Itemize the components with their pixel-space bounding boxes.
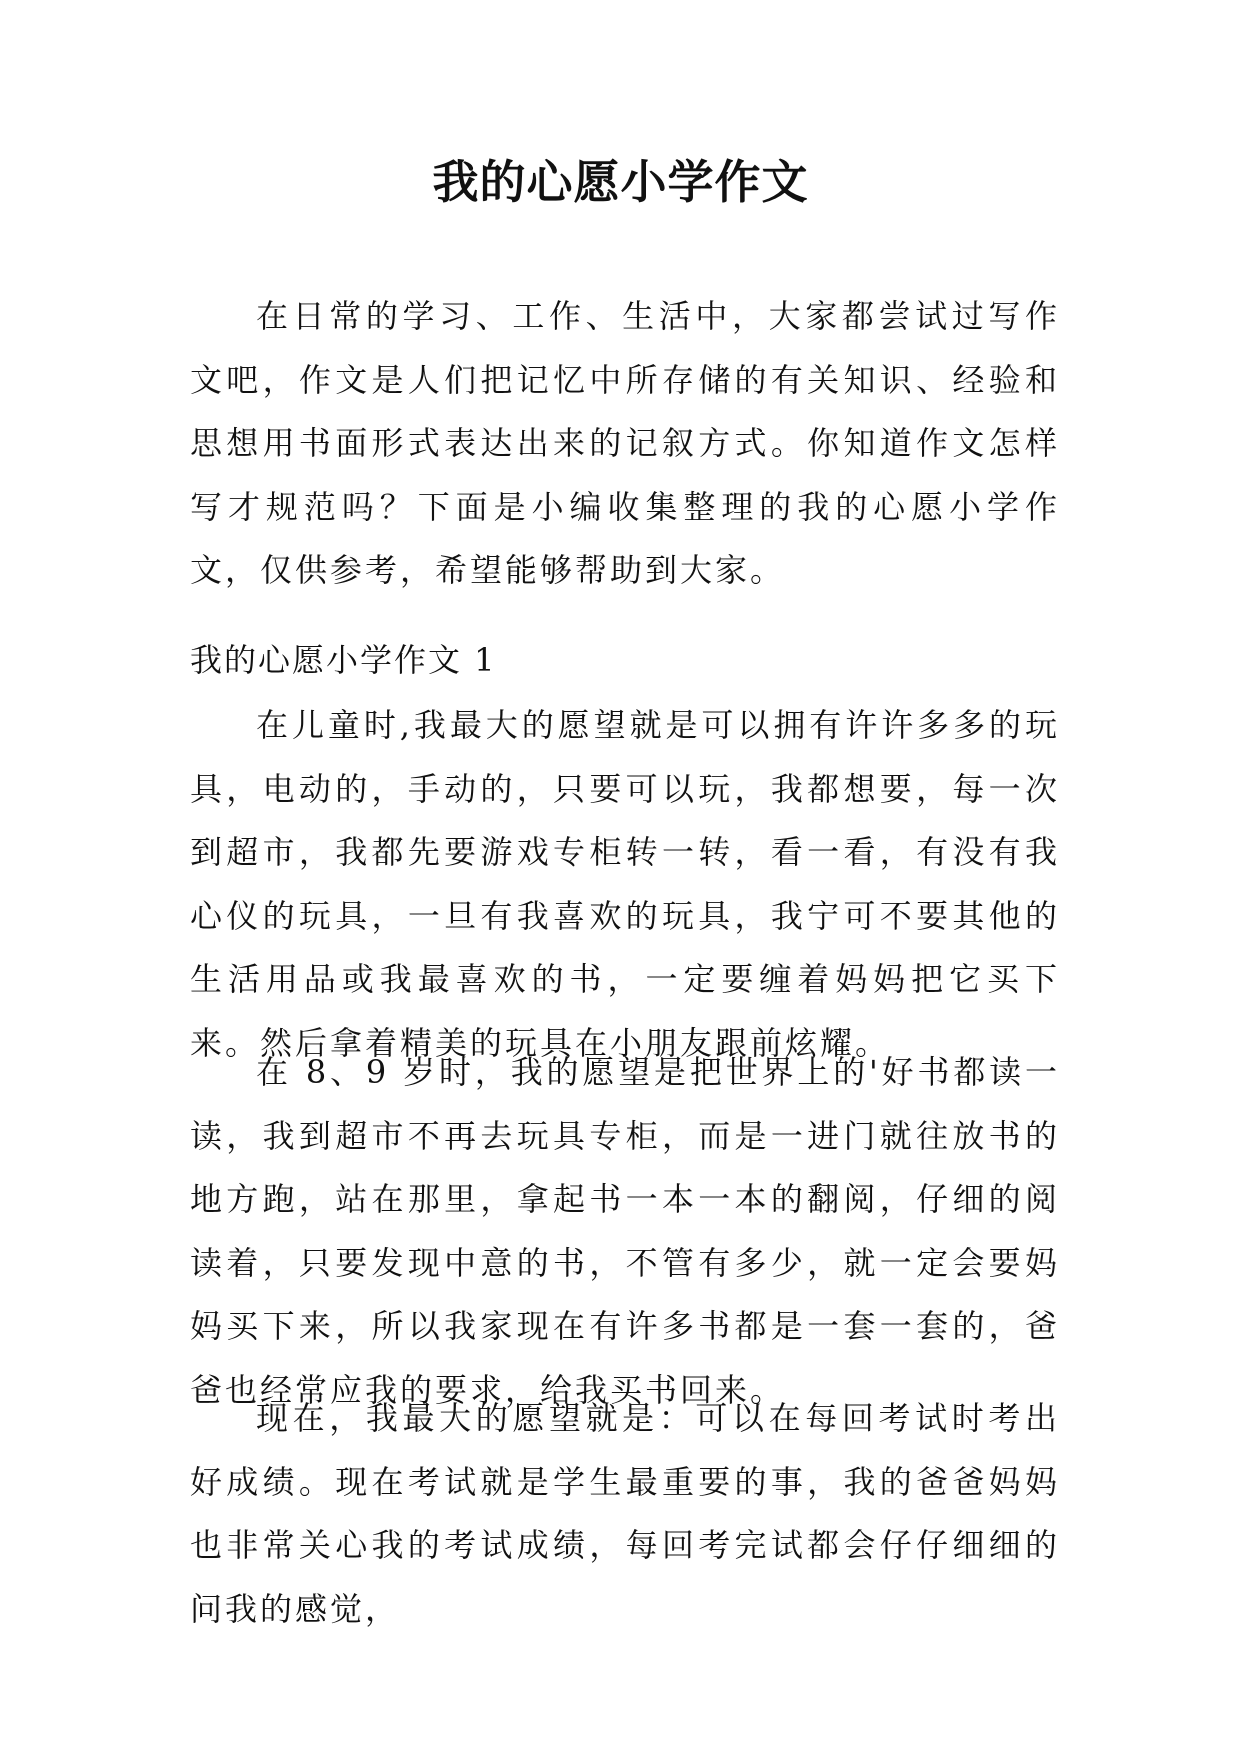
intro-paragraph: 在日常的学习、工作、生活中，大家都尝试过写作文吧，作文是人们把记忆中所存储的有关知识、经验和思想用书面形式表达出来的记叙方式。你知道作文怎样写才规范吗？下面是小编收集整理的我的心愿小学作文，仅供参考，希望能够帮助到大家。 — [190, 297, 1060, 589]
document-title: 我的心愿小学作文 — [432, 155, 809, 209]
body-paragraph-1: 在儿童时,我最大的愿望就是可以拥有许许多多的玩具，电动的，手动的，只要可以玩，我都想要，每一次到超市，我都先要游戏专柜转一转，看一看，有没有我心仪的玩具，一旦有我喜欢的玩具，我宁可不要其他的生活用品或我最喜欢的书，一定要缠着妈妈把它买下来。然后拿着精美的玩具在小朋友跟前炫耀。 — [190, 706, 1060, 1062]
body-paragraph-2: 在 8、9 岁时，我的愿望是把世界上的'好书都读一读，我到超市不再去玩具专柜，而是一进门就往放书的地方跑，站在那里，拿起书一本一本的翻阅，仔细的阅读着，只要发现中意的书，不管有多少，就一定会要妈妈买下来，所以我家现在有许多书都是一套一套的，爸爸也经常应我的要求，给我买书回来。 — [190, 1053, 1060, 1409]
section-heading: 我的心愿小学作文 1 — [190, 641, 497, 679]
body-paragraph-3: 现在，我最大的愿望就是：可以在每回考试时考出好成绩。现在考试就是学生最重要的事，我的爸爸妈妈也非常关心我的考试成绩，每回考完试都会仔仔细细的问我的感觉， — [190, 1399, 1060, 1628]
